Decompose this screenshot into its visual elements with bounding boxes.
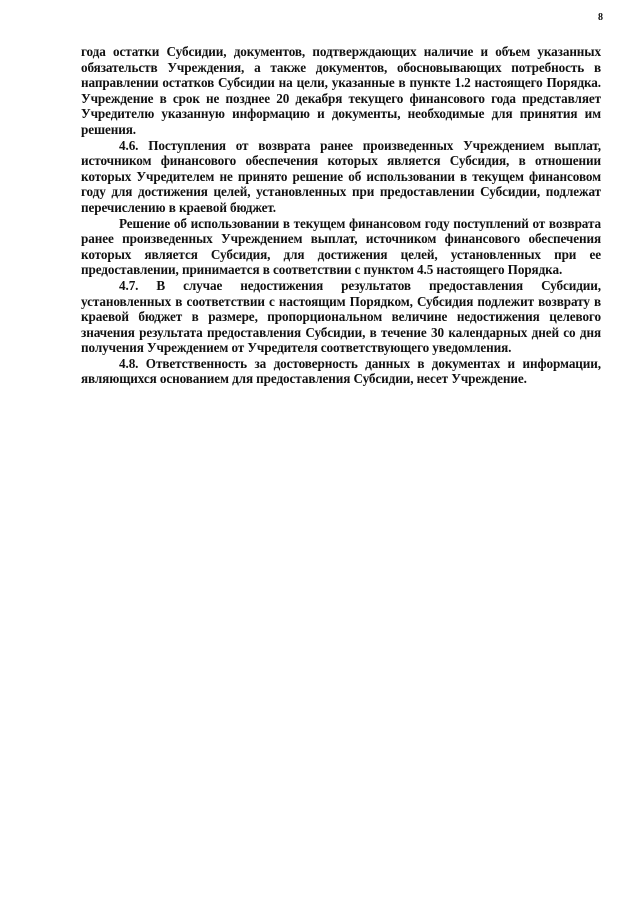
- paragraph-4-7: 4.7. В случае недостижения результатов предоставления Субсидии, установленных в соответствии с настоящим Порядком, Субсидия подлежит возврату в краевой бюджет в размере, пропорциональном величине недостижения целевого значения результата предоставления Субсидии, в течение 30 календарных дней со дня получения Учреждением от Учредителя соответствующего уведомления.: [81, 277, 601, 356]
- paragraph-4-8: 4.8. Ответственность за достоверность данных в документах и информации, являющихся основанием для предоставления Субсидии, несет Учреждение.: [81, 355, 601, 387]
- page-number: 8: [598, 12, 603, 23]
- paragraph-decision: Решение об использовании в текущем финансовом году поступлений от возврата ранее произведенных Учреждением выплат, источником финансового обеспечения которых является Субсидия, для достижения целей, установленных при ее предоставлении, принимается в соответствии с пунктом 4.5 настоящего Порядка.: [81, 215, 601, 278]
- document-body: [81, 44, 601, 387]
- paragraph-4-6: 4.6. Поступления от возврата ранее произведенных Учреждением выплат, источником финансового обеспечения которых является Субсидия, в отношении которых Учредителем не принято решение об использовании в текущем финансовом году для достижения целей, установленных при предоставлении Субсидии, подлежат перечислению в краевой бюджет.: [81, 137, 601, 215]
- paragraph-continuation: года остатки Субсидии, документов, подтверждающих наличие и объем указанных обязательств Учреждения, а также документов, обосновывающих потребность в направлении остатков Субсидии на цели, указанные в пункте 1.2 настоящего Порядка. Учреждение в срок не позднее 20 декабря текущего финансового года представляет Учредителю указанную информацию и документы, необходимые для принятия им решения.: [81, 44, 601, 137]
